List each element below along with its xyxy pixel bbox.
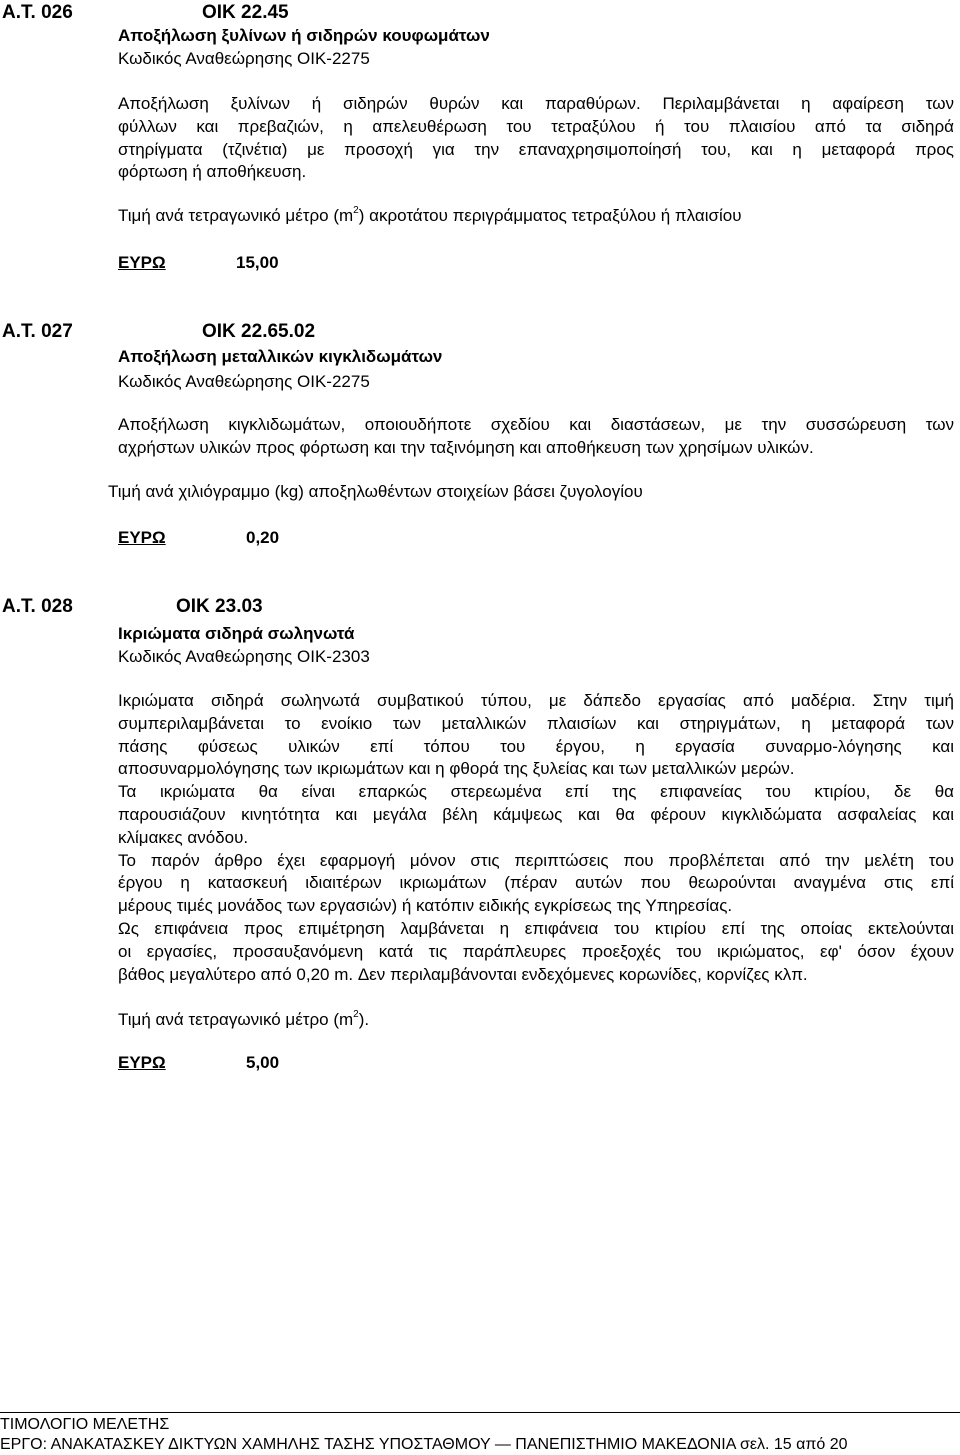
price-amount: 15,00 — [236, 253, 279, 272]
description-line: Το παρόν άρθρο έχει εφαρμογή μόνον στις περιπτώσεις που προβλέπεται από την μελέτη του — [118, 850, 954, 870]
item-number: Α.Τ. 026 — [2, 2, 73, 23]
description-line: Ως επιφάνεια προς επιμέτρηση λαμβάνεται η επιφάνεια του κτιρίου επί της οποίας εκτελούνται — [118, 918, 954, 938]
item-code: ΟΙΚ 22.65.02 — [202, 321, 316, 342]
item-number: Α.Τ. 027 — [2, 321, 73, 342]
price-amount: 0,20 — [246, 528, 280, 547]
currency-label: ΕΥΡΩ — [118, 1053, 166, 1072]
description-line: βάθος μεγαλύτερο από 0,20 m. Δεν περιλαμβάνονται ενδεχόμενες κορωνίδες, κορνίζες κλπ. — [118, 964, 808, 984]
item-description — [118, 690, 954, 986]
description-line: Τα ικριώματα θα είναι επαρκώς στερεωμένα επί της επιφανείας του κτιρίου, δε θα — [118, 782, 954, 802]
description-line: Ικριώματα σιδηρά σωληνωτά συμβατικού τύπου, με δάπεδο εργασίας από μαδέρια. Στην τιμή — [118, 691, 954, 710]
description-line: αχρήστων υλικών προς φόρτωση και την ταξινόμηση και αποθήκευση των χρησίμων υλικών. — [118, 437, 814, 457]
description-line: αποσυναρμολόγησης των ικριωμάτων και η φθορά της ξυλείας και των μεταλλικών μερών. — [118, 759, 795, 779]
revision-code: Κωδικός Αναθεώρησης ΟΙΚ-2303 — [118, 647, 370, 666]
price-amount: 5,00 — [246, 1053, 280, 1072]
description-line: μέρους τιμές μονάδος των εργασιών) ή κατόπιν ειδικής εγκρίσεως της Υπηρεσίας. — [118, 896, 733, 916]
revision-code: Κωδικός Αναθεώρησης ΟΙΚ-2275 — [118, 372, 370, 391]
item-number: Α.Τ. 028 — [2, 596, 73, 617]
description-line: κλίμακες ανόδου. — [118, 827, 249, 847]
item-description — [118, 414, 954, 460]
item-title: Ικριώματα σιδηρά σωληνωτά — [118, 624, 355, 643]
footer-project: ΕΡΓΟ: ΑΝΑΚΑΤΑΣΚΕΥ ΔΙΚΤΥΩΝ ΧΑΜΗΛΗΣ ΤΑΣΗΣ ΥΠΟΣΤΑΘΜΟΥ — ΠΑΝΕΠΙΣΤΗΜΙΟ ΜΑΚΕΔΟΝΙΑ σελ. 15 από 20 — [0, 1436, 848, 1453]
description-line: πάσης φύσεως υλικών επί τόπου του έργου, η εργασία συναρμο-λόγησης και — [118, 736, 954, 756]
price-unit: Τιμή ανά τετραγωνικό μέτρο $(m^2)$ ακροτάτου περιγράμματος τετραξύλου ή πλαισίου — [118, 205, 742, 225]
footer-rule — [0, 1412, 960, 1413]
description-line: οι εργασίες, προσαυξανόμενη κατά τις παράπλευρες προεξοχές του ικριώματος, εφ' όσον έχουν — [118, 941, 954, 961]
currency-label: ΕΥΡΩ — [118, 528, 166, 547]
item-code: ΟΙΚ 23.03 — [176, 596, 263, 617]
item-title: Αποξήλωση ξυλίνων ή σιδηρών κουφωμάτων — [118, 26, 490, 45]
price-unit: Τιμή ανά χιλιόγραμμο (kg) αποξηλωθέντων στοιχείων βάσει ζυγολογίου — [108, 482, 643, 501]
description-line: φύλλων και πρεβαζιών, η απελευθέρωση του τετραξύλου ή του πλαισίου από τα σιδηρά — [118, 116, 954, 136]
item-code: ΟΙΚ 22.45 — [202, 2, 289, 23]
price-unit: Τιμή ανά τετραγωνικό μέτρο $(m^2)$. — [118, 1009, 370, 1029]
description-line: Αποξήλωση ξυλίνων ή σιδηρών θυρών και παραθύρων. Περιλαμβάνεται η αφαίρεση των — [118, 94, 954, 113]
description-line: Αποξήλωση κιγκλιδωμάτων, οποιουδήποτε σχεδίου και διαστάσεων, με την συσσώρευση των — [118, 415, 954, 434]
item-title: Αποξήλωση μεταλλικών κιγκλιδωμάτων — [118, 347, 443, 366]
description-line: παρουσιάζουν κινητότητα και μεγάλα βέλη κάμψεως και θα φέρουν κιγκλιδώματα ασφαλείας και — [118, 804, 954, 824]
description-line: στηρίγματα (τζινέτια) με προσοχή για την επαναχρησιμοποίησή του, και η μεταφορά προς — [118, 139, 954, 159]
description-line: φόρτωση ή αποθήκευση. — [118, 162, 307, 182]
description-line: έργου η κατασκευή ιδιαιτέρων ικριωμάτων (πέραν αυτών που θεωρούνται αναγμένα στις επί — [118, 873, 954, 893]
description-line: συμπεριλαμβάνεται το ενοίκιο των μεταλλικών πλαισίων και στηριγμάτων, η μεταφορά των — [118, 713, 954, 733]
revision-code: Κωδικός Αναθεώρησης ΟΙΚ-2275 — [118, 49, 370, 68]
currency-label: ΕΥΡΩ — [118, 253, 166, 272]
footer-title: ΤΙΜΟΛΟΓΙΟ ΜΕΛΕΤΗΣ — [0, 1416, 170, 1433]
item-description — [118, 93, 954, 184]
